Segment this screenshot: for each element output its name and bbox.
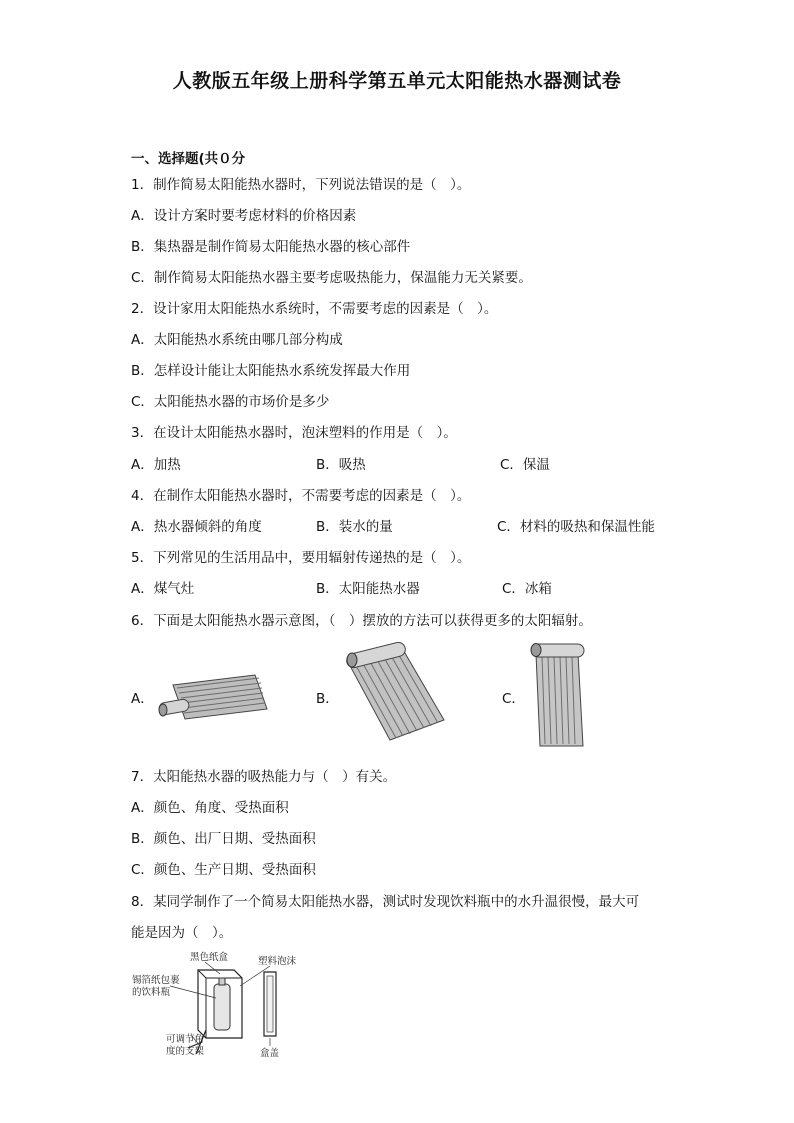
solar-heater-tilted-image [340, 640, 450, 745]
diagram-label-bottle-line1: 锡箔纸包裹 [132, 975, 180, 986]
question-4-option-a: A．热水器倾斜的角度 [131, 519, 262, 535]
section-heading: 一、选择题(共０分 [131, 151, 246, 167]
diagram-label-stand-line2: 度的支架 [166, 1046, 205, 1057]
question-2-option-b: B．怎样设计能让太阳能热水系统发挥最大作用 [131, 363, 411, 379]
question-6-stem: 6．下面是太阳能热水器示意图，（ ）摆放的方法可以获得更多的太阳辐射。 [131, 613, 592, 629]
question-5-option-a: A．煤气灶 [131, 581, 195, 597]
question-1-stem: 1．制作简易太阳能热水器时，下列说法错误的是（ ）。 [131, 177, 471, 193]
question-1-option-b: B．集热器是制作简易太阳能热水器的核心部件 [131, 239, 411, 255]
diagram-label-stand-line1: 可调节角 [166, 1034, 205, 1045]
solar-heater-upright-image [528, 638, 588, 750]
question-3-option-b: B．吸热 [316, 457, 366, 473]
question-2-option-c: C．太阳能热水器的市场价是多少 [131, 394, 330, 410]
question-7-option-a: A．颜色、角度、受热面积 [131, 800, 289, 816]
question-4-stem: 4．在制作太阳能热水器时，不需要考虑的因素是（ ）。 [131, 488, 471, 504]
question-7-option-c: C．颜色、生产日期、受热面积 [131, 862, 316, 878]
question-2-stem: 2．设计家用太阳能热水系统时，不需要考虑的因素是（ ）。 [131, 301, 498, 317]
question-7-option-b: B．颜色、出厂日期、受热面积 [131, 831, 316, 847]
question-5-stem: 5．下列常见的生活用品中，要用辐射传递热的是（ ）。 [131, 550, 471, 566]
question-7-stem: 7．太阳能热水器的吸热能力与（ ）有关。 [131, 769, 397, 785]
question-3-option-a: A．加热 [131, 457, 181, 473]
question-8-stem-line1: 8．某同学制作了一个简易太阳能热水器，测试时发现饮料瓶中的水升温很慢，最大可 [131, 894, 640, 910]
question-5-option-c: C．冰箱 [502, 581, 552, 597]
question-1-option-c: C．制作简易太阳能热水器主要考虑吸热能力，保温能力无关紧要。 [131, 270, 532, 286]
diagram-label-lid: 盒盖 [260, 1048, 280, 1059]
question-6-option-b: B． [316, 691, 339, 707]
page-title: 人教版五年级上册科学第五单元太阳能热水器测试卷 [172, 70, 622, 92]
question-3-option-c: C．保温 [500, 457, 550, 473]
question-3-stem: 3．在设计太阳能热水器时，泡沫塑料的作用是（ ）。 [131, 425, 457, 441]
question-4-option-c: C．材料的吸热和保温性能 [497, 519, 655, 535]
question-6-option-c: C． [502, 691, 525, 707]
solar-heater-flat-image [155, 665, 270, 725]
question-5-option-b: B．太阳能热水器 [316, 581, 420, 597]
diagram-label-black-box: 黑色纸盒 [190, 952, 229, 963]
question-2-option-a: A．太阳能热水系统由哪几部分构成 [131, 332, 343, 348]
solar-heater-model-diagram [130, 950, 310, 1062]
question-1-option-a: A．设计方案时要考虑材料的价格因素 [131, 208, 357, 224]
question-6-option-a: A． [131, 691, 154, 707]
question-8-stem-line2: 能是因为（ ）。 [131, 925, 233, 941]
diagram-label-bottle-line2: 的饮料瓶 [132, 987, 171, 998]
question-4-option-b: B．装水的量 [316, 519, 393, 535]
diagram-label-foam: 塑料泡沫 [258, 956, 297, 967]
